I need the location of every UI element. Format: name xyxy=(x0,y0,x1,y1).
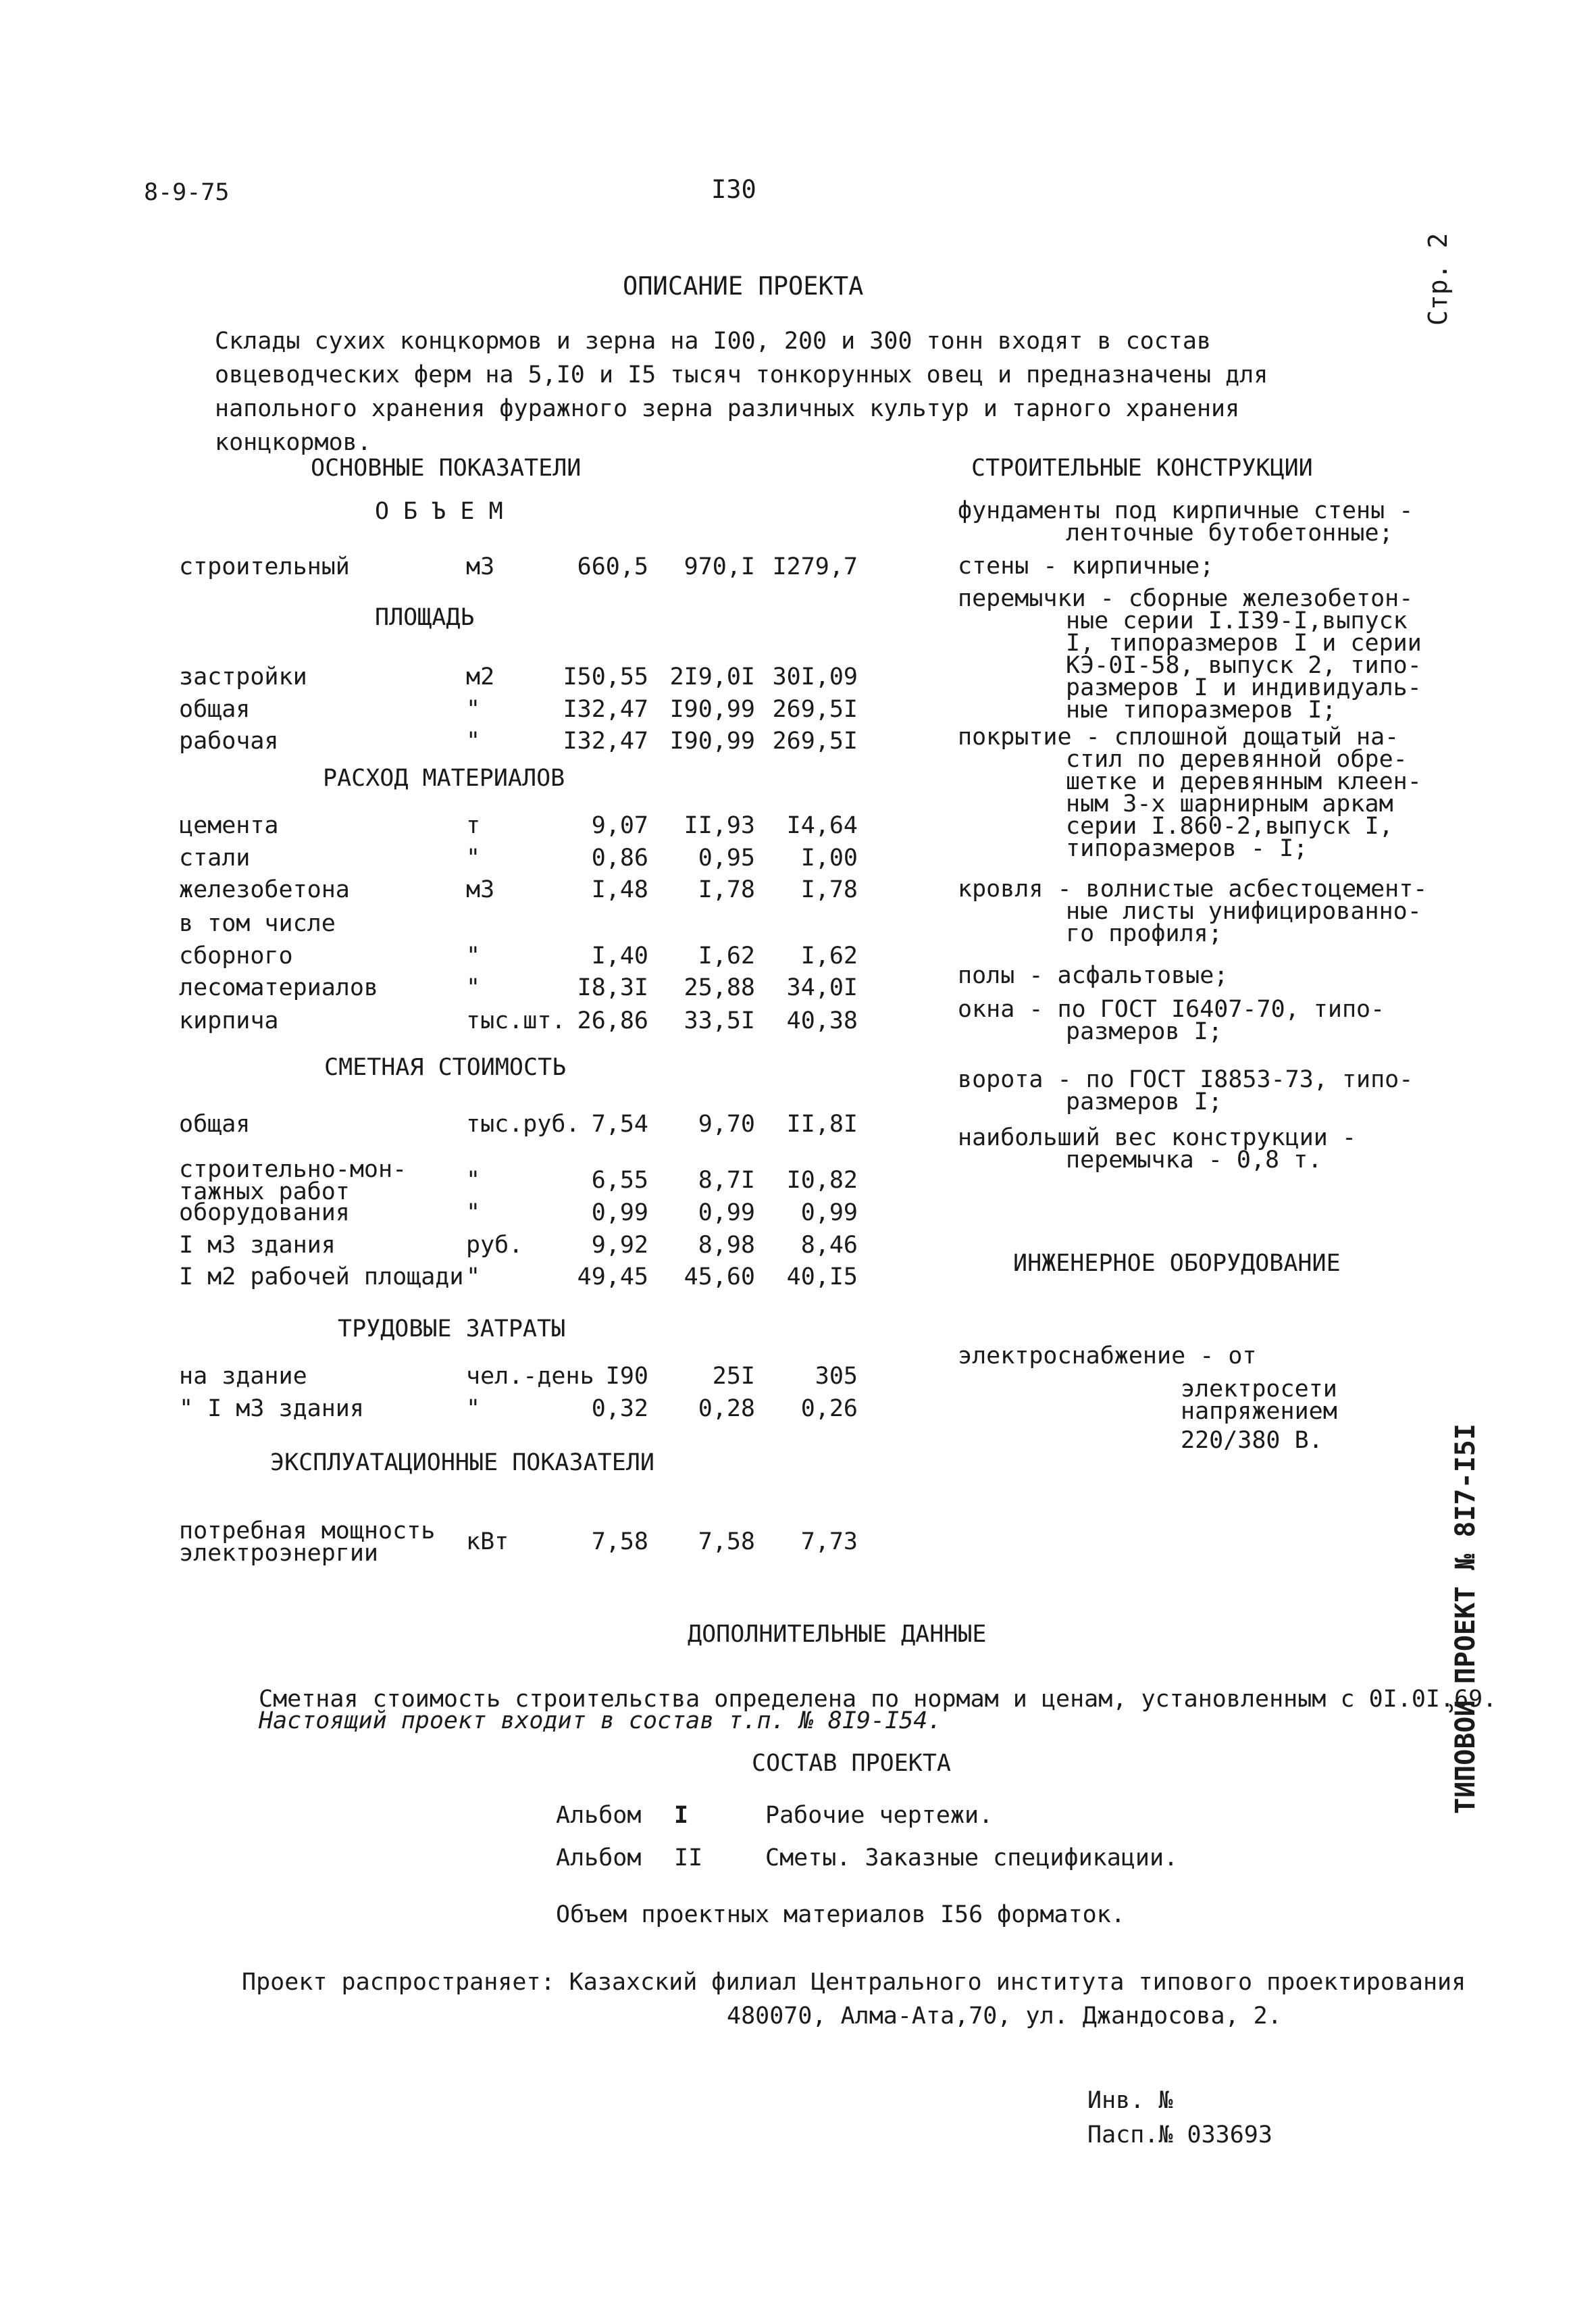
engineering-value-line: 220/380 В. xyxy=(1181,1427,1323,1454)
construction-line: размеров I; xyxy=(1066,1018,1222,1045)
indicator-unit: м3 xyxy=(466,553,495,580)
indicator-name: общая xyxy=(179,696,251,723)
passport-number: Пасп.№ 033693 xyxy=(1087,2121,1272,2148)
indicator-unit: " xyxy=(466,845,481,872)
indicator-unit: " xyxy=(466,1395,481,1422)
album-label: Альбом xyxy=(556,1844,642,1871)
value-200t: 25I xyxy=(712,1363,755,1390)
value-300t: 269,5I xyxy=(772,696,858,723)
construction-item xyxy=(958,996,1385,1045)
value-100t: I,48 xyxy=(591,876,648,903)
construction-line: ленточные бутобетонные; xyxy=(1066,520,1393,547)
indicator-unit: " xyxy=(466,728,481,755)
value-200t: 33,5I xyxy=(684,1007,755,1034)
construction-line: размеров I и индивидуаль- xyxy=(1066,674,1422,701)
labor-heading: ТРУДОВЫЕ ЗАТРАТЫ xyxy=(338,1315,566,1342)
value-200t: 0,28 xyxy=(698,1395,755,1422)
construction-line: окна - по ГОСТ I6407-70, типо- xyxy=(958,996,1385,1023)
indicator-name: I м2 рабочей площади xyxy=(179,1263,464,1290)
value-300t: I279,7 xyxy=(772,553,858,580)
value-200t: 2I9,0I xyxy=(669,663,755,690)
value-200t: 0,95 xyxy=(698,845,755,872)
engineering-label: электроснабжение - от xyxy=(958,1342,1257,1369)
project-volume: Объем проектных материалов I56 форматок. xyxy=(556,1901,1125,1928)
construction-line: I, типоразмеров I и серии xyxy=(1066,630,1422,657)
indicator-unit: тыс.руб. xyxy=(466,1111,580,1138)
construction-item xyxy=(958,726,1422,860)
indicator-name: цемента xyxy=(179,812,279,839)
value-100t: 0,99 xyxy=(591,1199,648,1226)
construction-line: ные серии I.I39-I,выпуск xyxy=(1066,607,1408,634)
construction-line: КЭ-0I-58, выпуск 2, типо- xyxy=(1066,652,1422,679)
value-200t: I90,99 xyxy=(669,728,755,755)
value-100t: 6,55 xyxy=(591,1167,648,1194)
value-100t: 9,07 xyxy=(591,812,648,839)
engineering-value-line: электросети xyxy=(1181,1376,1337,1403)
page-number: I30 xyxy=(711,175,756,204)
construction-line: типоразмеров - I; xyxy=(1066,835,1308,862)
value-200t: 7,58 xyxy=(698,1528,755,1555)
construction-line: ные типоразмеров I; xyxy=(1066,697,1337,724)
materials-heading: РАСХОД МАТЕРИАЛОВ xyxy=(323,765,565,792)
indicator-name: общая xyxy=(179,1111,251,1138)
indicator-unit: м3 xyxy=(466,876,495,903)
value-200t: 9,70 xyxy=(698,1111,755,1138)
indicator-name: потребная мощность xyxy=(179,1517,436,1544)
construction-item xyxy=(958,1066,1414,1115)
value-300t: I,00 xyxy=(800,845,858,872)
indicator-name: стали xyxy=(179,845,251,872)
value-300t: I,78 xyxy=(800,876,858,903)
construction-item xyxy=(958,878,1427,945)
composition-heading: СОСТАВ ПРОЕКТА xyxy=(752,1750,952,1777)
value-300t: II,8I xyxy=(786,1111,858,1138)
value-300t: I,62 xyxy=(800,942,858,970)
construction-item xyxy=(958,497,1414,547)
value-200t: 45,60 xyxy=(684,1263,755,1290)
value-200t: II,93 xyxy=(684,812,755,839)
construction-line: ным 3-х шарнирным аркам xyxy=(1066,790,1393,818)
value-200t: I,78 xyxy=(698,876,755,903)
document-code: 8-9-75 xyxy=(144,179,230,206)
indicator-unit: " xyxy=(466,942,481,970)
indicator-name: электроэнергии xyxy=(179,1540,379,1567)
value-100t: I50,55 xyxy=(563,663,648,690)
value-300t: 30I,09 xyxy=(772,663,858,690)
indicator-name: строительно-мон- xyxy=(179,1156,407,1183)
side-project-reference: ТИПОВОЙ ПРОЕКТ № 8I7-I5I xyxy=(1450,1424,1481,1814)
value-300t: 7,73 xyxy=(800,1528,858,1555)
indicator-unit: чел.-день xyxy=(466,1363,594,1390)
indicators-heading: ОСНОВНЫЕ ПОКАЗАТЕЛИ xyxy=(311,455,582,482)
value-300t: 0,99 xyxy=(800,1199,858,1226)
indicator-name: строительный xyxy=(179,553,350,580)
construction-line: ные листы унифицированно- xyxy=(1066,898,1422,925)
value-200t: 8,7I xyxy=(698,1167,755,1194)
construction-line: ворота - по ГОСТ I8853-73, типо- xyxy=(958,1066,1414,1093)
construction-item xyxy=(958,1124,1357,1174)
value-200t: 970,I xyxy=(684,553,755,580)
exploit-heading: ЭКСПЛУАТАЦИОННЫЕ ПОКАЗАТЕЛИ xyxy=(270,1449,654,1476)
distributor-line-1: Проект распространяет: Казахский филиал Центрального института типового проектирования xyxy=(242,1969,1466,1996)
construction-item xyxy=(958,962,1229,989)
album-title: Рабочие чертежи. xyxy=(765,1802,994,1829)
value-300t: I4,64 xyxy=(786,812,858,839)
value-300t: 8,46 xyxy=(800,1232,858,1259)
indicator-name: в том числе xyxy=(179,910,336,937)
construction-line: полы - асфальтовые; xyxy=(958,962,1229,989)
value-200t: I90,99 xyxy=(669,696,755,723)
indicator-name: железобетона xyxy=(179,876,350,903)
construction-line: перемычки - сборные железобетон- xyxy=(958,585,1414,612)
album-title: Сметы. Заказные спецификации. xyxy=(765,1844,1179,1871)
construction-line: кровля - волнистые асбестоцемент- xyxy=(958,876,1428,903)
indicator-unit: " xyxy=(466,1263,481,1290)
construction-line: стил по деревянной обре- xyxy=(1066,746,1408,773)
value-100t: 0,32 xyxy=(591,1395,648,1422)
value-300t: I0,82 xyxy=(786,1167,858,1194)
indicator-unit: т xyxy=(466,812,481,839)
indicator-unit: тыс.шт. xyxy=(466,1007,566,1034)
construction-line: перемычка - 0,8 т. xyxy=(1066,1147,1322,1174)
album-number: II xyxy=(674,1844,703,1871)
constructions-heading: СТРОИТЕЛЬНЫЕ КОНСТРУКЦИИ xyxy=(971,455,1313,482)
value-100t: 7,54 xyxy=(591,1111,648,1138)
inventory-number: Инв. № xyxy=(1087,2087,1173,2114)
indicator-name: " I м3 здания xyxy=(179,1395,364,1422)
construction-item xyxy=(958,585,1422,724)
indicator-name: I м3 здания xyxy=(179,1232,336,1259)
value-200t: 0,99 xyxy=(698,1199,755,1226)
indicator-name: на здание xyxy=(179,1363,307,1390)
construction-line: серии I.860-2,выпуск I, xyxy=(1066,813,1393,840)
additional-heading: ДОПОЛНИТЕЛЬНЫЕ ДАННЫЕ xyxy=(688,1621,987,1648)
construction-line: го профиля; xyxy=(1066,920,1222,947)
indicator-unit: м2 xyxy=(466,663,495,690)
value-100t: I32,47 xyxy=(563,696,648,723)
distributor-address: 480070, Алма-Ата,70, ул. Джандосова, 2. xyxy=(727,2003,1282,2030)
additional-line-1: Сметная стоимость строительства определена по нормам и ценам, установленным с 0I.0I.69. xyxy=(259,1686,1497,1713)
indicator-unit: " xyxy=(466,696,481,723)
indicator-name: сборного xyxy=(179,942,293,970)
construction-line: фундаменты под кирпичные стены - xyxy=(958,497,1414,524)
value-100t: 9,92 xyxy=(591,1232,648,1259)
page-title: ОПИСАНИЕ ПРОЕКТА xyxy=(623,272,864,301)
value-100t: I,40 xyxy=(591,942,648,970)
intro-paragraph: Склады сухих концкормов и зерна на I00, 200 и 300 тонн входят в состав овцеводческих ферм на 5,I0 и I5 тысяч тонкорунных овец и предназначены для напольного хранения фуражного зерна различных культур и тарного хранения концкормов. xyxy=(215,328,1268,456)
value-300t: 305 xyxy=(815,1363,858,1390)
engineering-value xyxy=(1181,1378,1337,1452)
album-number: I xyxy=(674,1802,689,1829)
cost-heading: СМЕТНАЯ СТОИМОСТЬ xyxy=(324,1054,567,1081)
additional-line-2: Настоящий проект входит в состав т.п. № 8I9-I54. xyxy=(259,1707,942,1734)
indicator-unit: " xyxy=(466,974,481,1001)
album-label: Альбом xyxy=(556,1802,642,1829)
engineering-heading: ИНЖЕНЕРНОЕ ОБОРУДОВАНИЕ xyxy=(1013,1250,1341,1277)
value-300t: 0,26 xyxy=(800,1395,858,1422)
value-300t: 269,5I xyxy=(772,728,858,755)
value-100t: I8,3I xyxy=(577,974,648,1001)
value-300t: 40,38 xyxy=(786,1007,858,1034)
indicator-name: застройки xyxy=(179,663,307,690)
value-100t: 0,86 xyxy=(591,845,648,872)
indicator-unit: кВт xyxy=(466,1528,509,1555)
indicator-name: оборудования xyxy=(179,1199,350,1226)
construction-line: размеров I; xyxy=(1066,1088,1222,1115)
indicator-unit: " xyxy=(466,1199,481,1226)
value-300t: 34,0I xyxy=(786,974,858,1001)
value-300t: 40,I5 xyxy=(786,1263,858,1290)
construction-line: покрытие - сплошной дощатый на- xyxy=(958,724,1399,751)
value-100t: 660,5 xyxy=(577,553,648,580)
value-100t: I90 xyxy=(605,1363,648,1390)
construction-line: стены - кирпичные; xyxy=(958,553,1214,580)
indicator-name: кирпича xyxy=(179,1007,279,1034)
engineering-value-line: напряжением xyxy=(1181,1398,1337,1425)
value-100t: 7,58 xyxy=(591,1528,648,1555)
construction-line: наибольший вес конструкции - xyxy=(958,1124,1357,1151)
indicator-name: тажных работ xyxy=(179,1178,350,1205)
value-200t: I,62 xyxy=(698,942,755,970)
construction-line: шетке и деревянным клеен- xyxy=(1066,768,1422,795)
indicator-unit: " xyxy=(466,1167,481,1194)
area-heading: ПЛОЩАДЬ xyxy=(375,604,475,631)
construction-item xyxy=(958,555,1214,578)
value-200t: 8,98 xyxy=(698,1232,755,1259)
value-100t: I32,47 xyxy=(563,728,648,755)
volume-heading: О Б Ъ Е М xyxy=(375,498,503,525)
indicator-name: лесоматериалов xyxy=(179,974,379,1001)
value-200t: 25,88 xyxy=(684,974,755,1001)
value-100t: 49,45 xyxy=(577,1263,648,1290)
value-100t: 26,86 xyxy=(577,1007,648,1034)
side-page-reference: Стр. 2 xyxy=(1423,232,1453,326)
indicator-unit: руб. xyxy=(466,1232,523,1259)
indicator-name: рабочая xyxy=(179,728,279,755)
